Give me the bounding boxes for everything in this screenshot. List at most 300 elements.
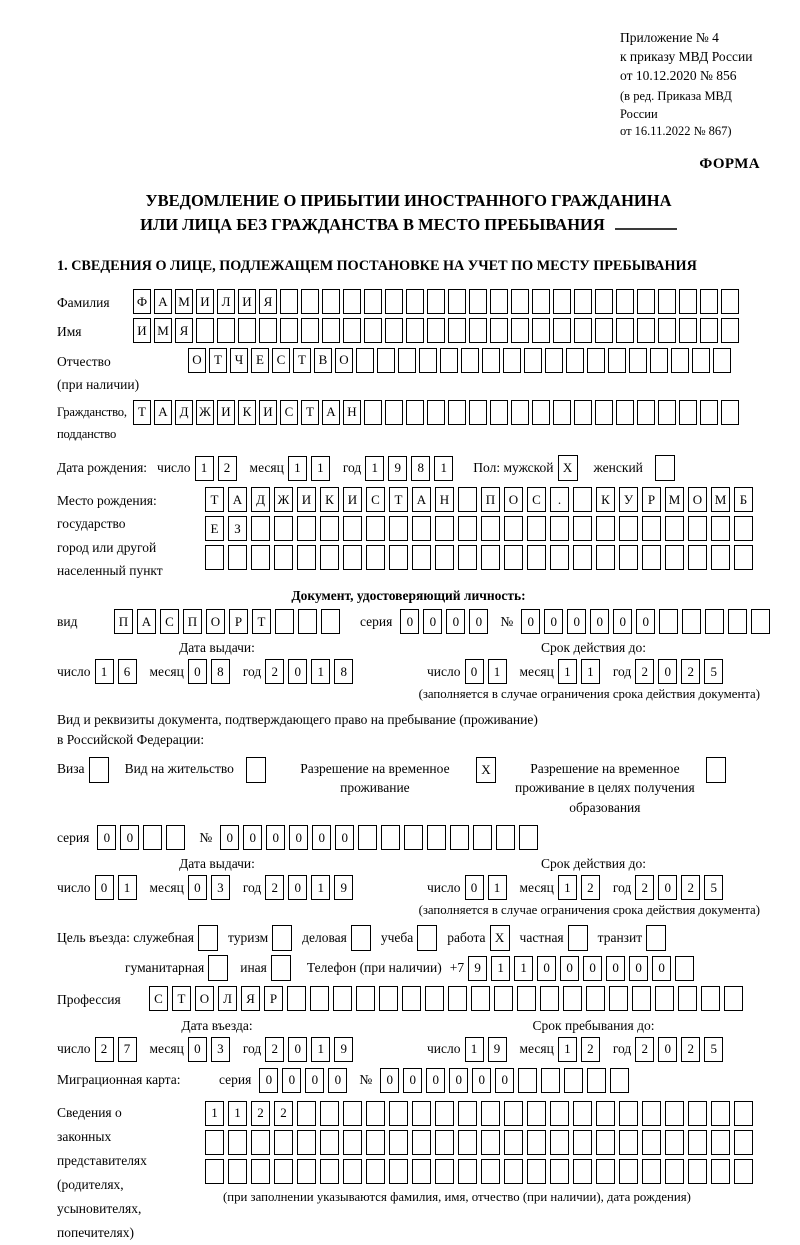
- char-box[interactable]: [519, 825, 538, 850]
- char-box[interactable]: 0: [289, 825, 308, 850]
- char-box[interactable]: 0: [312, 825, 331, 850]
- char-box[interactable]: [385, 318, 403, 343]
- char-box[interactable]: [734, 516, 753, 541]
- stay-year-cells[interactable]: [635, 1037, 727, 1062]
- char-box[interactable]: И: [297, 487, 316, 512]
- char-box[interactable]: [364, 289, 382, 314]
- char-box[interactable]: Ф: [133, 289, 151, 314]
- char-box[interactable]: И: [238, 289, 256, 314]
- char-box[interactable]: О: [504, 487, 523, 512]
- char-box[interactable]: [700, 400, 718, 425]
- char-box[interactable]: [435, 1101, 454, 1126]
- char-box[interactable]: 0: [266, 825, 285, 850]
- char-box[interactable]: 5: [704, 659, 723, 684]
- char-box[interactable]: 2: [265, 1037, 284, 1062]
- char-box[interactable]: [274, 516, 293, 541]
- char-box[interactable]: [366, 1159, 385, 1184]
- char-box[interactable]: [511, 400, 529, 425]
- char-box[interactable]: [682, 609, 701, 634]
- char-box[interactable]: [481, 516, 500, 541]
- residence-expiry-year-cells[interactable]: [635, 875, 727, 900]
- char-box[interactable]: [573, 516, 592, 541]
- char-box[interactable]: [228, 545, 247, 570]
- char-box[interactable]: [619, 516, 638, 541]
- char-box[interactable]: П: [481, 487, 500, 512]
- char-box[interactable]: [700, 318, 718, 343]
- char-box[interactable]: [412, 1159, 431, 1184]
- char-box[interactable]: А: [154, 289, 172, 314]
- char-box[interactable]: 0: [282, 1068, 301, 1093]
- patronymic-cells[interactable]: [188, 348, 734, 373]
- char-box[interactable]: [366, 545, 385, 570]
- char-box[interactable]: [503, 348, 521, 373]
- char-box[interactable]: [658, 400, 676, 425]
- char-box[interactable]: [469, 318, 487, 343]
- char-box[interactable]: 0: [403, 1068, 422, 1093]
- char-box[interactable]: Б: [734, 487, 753, 512]
- char-box[interactable]: [665, 1130, 684, 1155]
- char-box[interactable]: [377, 348, 395, 373]
- doc-type-cells[interactable]: [114, 609, 344, 634]
- char-box[interactable]: О: [195, 986, 214, 1011]
- purpose-transit-checkbox[interactable]: [646, 925, 666, 951]
- char-box[interactable]: [251, 1159, 270, 1184]
- char-box[interactable]: [550, 545, 569, 570]
- char-box[interactable]: [724, 986, 743, 1011]
- char-box[interactable]: [688, 1159, 707, 1184]
- char-box[interactable]: 0: [544, 609, 563, 634]
- char-box[interactable]: [596, 1101, 615, 1126]
- char-box[interactable]: [511, 318, 529, 343]
- char-box[interactable]: 1: [311, 659, 330, 684]
- char-box[interactable]: [637, 318, 655, 343]
- char-box[interactable]: [440, 348, 458, 373]
- char-box[interactable]: [427, 289, 445, 314]
- char-box[interactable]: 6: [118, 659, 137, 684]
- char-box[interactable]: [587, 348, 605, 373]
- char-box[interactable]: 2: [635, 875, 654, 900]
- char-box[interactable]: С: [527, 487, 546, 512]
- char-box[interactable]: [573, 1130, 592, 1155]
- char-box[interactable]: [448, 318, 466, 343]
- char-box[interactable]: 1: [465, 1037, 484, 1062]
- char-box[interactable]: [573, 1101, 592, 1126]
- char-box[interactable]: [217, 318, 235, 343]
- char-box[interactable]: [389, 516, 408, 541]
- birth-place-cells-row3[interactable]: [205, 545, 757, 570]
- char-box[interactable]: [333, 986, 352, 1011]
- char-box[interactable]: [310, 986, 329, 1011]
- char-box[interactable]: [711, 545, 730, 570]
- purpose-tourism-checkbox[interactable]: [272, 925, 292, 951]
- temporary-residence-education-checkbox[interactable]: [706, 757, 726, 783]
- char-box[interactable]: 0: [288, 659, 307, 684]
- char-box[interactable]: [275, 609, 294, 634]
- visa-checkbox[interactable]: [89, 757, 109, 783]
- char-box[interactable]: [665, 1101, 684, 1126]
- char-box[interactable]: [458, 1159, 477, 1184]
- char-box[interactable]: Н: [435, 487, 454, 512]
- char-box[interactable]: Т: [172, 986, 191, 1011]
- char-box[interactable]: [343, 1101, 362, 1126]
- char-box[interactable]: [532, 318, 550, 343]
- char-box[interactable]: [458, 487, 477, 512]
- char-box[interactable]: 0: [658, 1037, 677, 1062]
- char-box[interactable]: Е: [251, 348, 269, 373]
- char-box[interactable]: [566, 348, 584, 373]
- stay-month-cells[interactable]: [558, 1037, 604, 1062]
- char-box[interactable]: 0: [560, 956, 579, 981]
- char-box[interactable]: А: [137, 609, 156, 634]
- char-box[interactable]: В: [314, 348, 332, 373]
- char-box[interactable]: 0: [259, 1068, 278, 1093]
- char-box[interactable]: 1: [205, 1101, 224, 1126]
- char-box[interactable]: [356, 348, 374, 373]
- char-box[interactable]: [655, 986, 674, 1011]
- char-box[interactable]: [490, 318, 508, 343]
- char-box[interactable]: И: [343, 487, 362, 512]
- char-box[interactable]: [343, 1130, 362, 1155]
- char-box[interactable]: [574, 400, 592, 425]
- char-box[interactable]: [574, 289, 592, 314]
- char-box[interactable]: 2: [635, 659, 654, 684]
- char-box[interactable]: [665, 1159, 684, 1184]
- residence-permit-checkbox[interactable]: [246, 757, 266, 783]
- char-box[interactable]: [609, 986, 628, 1011]
- char-box[interactable]: [143, 825, 162, 850]
- char-box[interactable]: [458, 516, 477, 541]
- char-box[interactable]: 1: [311, 875, 330, 900]
- char-box[interactable]: [688, 1101, 707, 1126]
- char-box[interactable]: 1: [288, 456, 307, 481]
- char-box[interactable]: [564, 1068, 583, 1093]
- char-box[interactable]: 0: [188, 659, 207, 684]
- char-box[interactable]: [540, 986, 559, 1011]
- char-box[interactable]: [504, 1101, 523, 1126]
- char-box[interactable]: 0: [400, 609, 419, 634]
- char-box[interactable]: [646, 925, 666, 951]
- char-box[interactable]: [406, 289, 424, 314]
- char-box[interactable]: 2: [274, 1101, 293, 1126]
- char-box[interactable]: 0: [583, 956, 602, 981]
- char-box[interactable]: 3: [211, 875, 230, 900]
- char-box[interactable]: 0: [658, 659, 677, 684]
- char-box[interactable]: 0: [537, 956, 556, 981]
- char-box[interactable]: [619, 1130, 638, 1155]
- char-box[interactable]: О: [335, 348, 353, 373]
- char-box[interactable]: [671, 348, 689, 373]
- char-box[interactable]: К: [238, 400, 256, 425]
- purpose-official-checkbox[interactable]: [198, 925, 218, 951]
- residence-expiry-day-cells[interactable]: [465, 875, 511, 900]
- char-box[interactable]: [619, 1101, 638, 1126]
- char-box[interactable]: [665, 545, 684, 570]
- char-box[interactable]: [205, 1159, 224, 1184]
- char-box[interactable]: [705, 609, 724, 634]
- char-box[interactable]: [545, 348, 563, 373]
- char-box[interactable]: [322, 318, 340, 343]
- char-box[interactable]: [458, 1101, 477, 1126]
- char-box[interactable]: [550, 1130, 569, 1155]
- char-box[interactable]: [366, 1130, 385, 1155]
- char-box[interactable]: [320, 1101, 339, 1126]
- char-box[interactable]: 8: [411, 456, 430, 481]
- char-box[interactable]: 0: [446, 609, 465, 634]
- char-box[interactable]: 2: [251, 1101, 270, 1126]
- char-box[interactable]: [573, 1159, 592, 1184]
- char-box[interactable]: [198, 925, 218, 951]
- char-box[interactable]: [517, 986, 536, 1011]
- char-box[interactable]: [490, 289, 508, 314]
- char-box[interactable]: 5: [704, 875, 723, 900]
- char-box[interactable]: [448, 400, 466, 425]
- char-box[interactable]: [404, 825, 423, 850]
- char-box[interactable]: [616, 318, 634, 343]
- char-box[interactable]: X: [490, 925, 510, 951]
- char-box[interactable]: [473, 825, 492, 850]
- char-box[interactable]: [711, 1159, 730, 1184]
- char-box[interactable]: [711, 516, 730, 541]
- char-box[interactable]: [298, 609, 317, 634]
- char-box[interactable]: 1: [558, 659, 577, 684]
- legal-representatives-row2[interactable]: [205, 1130, 757, 1155]
- char-box[interactable]: [208, 955, 228, 981]
- char-box[interactable]: [196, 318, 214, 343]
- legal-representatives-row3[interactable]: [205, 1159, 757, 1184]
- char-box[interactable]: [251, 1130, 270, 1155]
- char-box[interactable]: Д: [175, 400, 193, 425]
- char-box[interactable]: [527, 1101, 546, 1126]
- char-box[interactable]: [550, 516, 569, 541]
- char-box[interactable]: [637, 400, 655, 425]
- char-box[interactable]: [721, 318, 739, 343]
- char-box[interactable]: 1: [365, 456, 384, 481]
- char-box[interactable]: 8: [211, 659, 230, 684]
- char-box[interactable]: [504, 1159, 523, 1184]
- char-box[interactable]: [246, 757, 266, 783]
- char-box[interactable]: [406, 318, 424, 343]
- char-box[interactable]: О: [688, 487, 707, 512]
- char-box[interactable]: [435, 545, 454, 570]
- char-box[interactable]: 3: [211, 1037, 230, 1062]
- char-box[interactable]: [642, 1130, 661, 1155]
- char-box[interactable]: [343, 545, 362, 570]
- char-box[interactable]: [721, 400, 739, 425]
- char-box[interactable]: 0: [328, 1068, 347, 1093]
- char-box[interactable]: Ч: [230, 348, 248, 373]
- char-box[interactable]: [482, 348, 500, 373]
- char-box[interactable]: 0: [188, 1037, 207, 1062]
- char-box[interactable]: 0: [469, 609, 488, 634]
- char-box[interactable]: 0: [380, 1068, 399, 1093]
- char-box[interactable]: Т: [389, 487, 408, 512]
- char-box[interactable]: [89, 757, 109, 783]
- char-box[interactable]: [734, 1130, 753, 1155]
- char-box[interactable]: 1: [558, 1037, 577, 1062]
- char-box[interactable]: [320, 1159, 339, 1184]
- char-box[interactable]: [471, 986, 490, 1011]
- char-box[interactable]: [596, 516, 615, 541]
- residence-issue-day-cells[interactable]: [95, 875, 141, 900]
- char-box[interactable]: 0: [305, 1068, 324, 1093]
- char-box[interactable]: [711, 1130, 730, 1155]
- char-box[interactable]: [412, 516, 431, 541]
- char-box[interactable]: [379, 986, 398, 1011]
- char-box[interactable]: О: [188, 348, 206, 373]
- char-box[interactable]: [679, 400, 697, 425]
- char-box[interactable]: [658, 318, 676, 343]
- char-box[interactable]: 0: [335, 825, 354, 850]
- char-box[interactable]: [553, 289, 571, 314]
- doc-series-cells[interactable]: [400, 609, 492, 634]
- char-box[interactable]: [287, 986, 306, 1011]
- char-box[interactable]: [619, 1159, 638, 1184]
- char-box[interactable]: [417, 925, 437, 951]
- char-box[interactable]: [389, 1101, 408, 1126]
- char-box[interactable]: [563, 986, 582, 1011]
- purpose-other-checkbox[interactable]: [271, 955, 291, 981]
- entry-month-cells[interactable]: [188, 1037, 234, 1062]
- char-box[interactable]: [481, 1159, 500, 1184]
- char-box[interactable]: [678, 986, 697, 1011]
- char-box[interactable]: 1: [491, 956, 510, 981]
- residence-issue-year-cells[interactable]: [265, 875, 357, 900]
- char-box[interactable]: [596, 545, 615, 570]
- char-box[interactable]: [688, 516, 707, 541]
- purpose-humanitarian-checkbox[interactable]: [208, 955, 228, 981]
- char-box[interactable]: [251, 516, 270, 541]
- identity-expiry-month-cells[interactable]: [558, 659, 604, 684]
- char-box[interactable]: [427, 400, 445, 425]
- char-box[interactable]: Ж: [274, 487, 293, 512]
- migration-number-cells[interactable]: [380, 1068, 633, 1093]
- char-box[interactable]: [610, 1068, 629, 1093]
- char-box[interactable]: [595, 318, 613, 343]
- char-box[interactable]: [596, 1159, 615, 1184]
- char-box[interactable]: [532, 289, 550, 314]
- char-box[interactable]: [481, 1130, 500, 1155]
- char-box[interactable]: Я: [175, 318, 193, 343]
- char-box[interactable]: [679, 318, 697, 343]
- char-box[interactable]: [301, 318, 319, 343]
- identity-issue-month-cells[interactable]: [188, 659, 234, 684]
- char-box[interactable]: [700, 289, 718, 314]
- char-box[interactable]: [541, 1068, 560, 1093]
- char-box[interactable]: [320, 545, 339, 570]
- citizenship-cells[interactable]: [133, 400, 742, 425]
- char-box[interactable]: [494, 986, 513, 1011]
- residence-number-cells[interactable]: [220, 825, 542, 850]
- char-box[interactable]: Т: [205, 487, 224, 512]
- char-box[interactable]: [321, 609, 340, 634]
- char-box[interactable]: [366, 516, 385, 541]
- char-box[interactable]: [734, 545, 753, 570]
- char-box[interactable]: [550, 1101, 569, 1126]
- char-box[interactable]: [692, 348, 710, 373]
- char-box[interactable]: [427, 825, 446, 850]
- char-box[interactable]: [280, 318, 298, 343]
- phone-cells[interactable]: [468, 956, 698, 981]
- char-box[interactable]: 0: [426, 1068, 445, 1093]
- char-box[interactable]: [504, 1130, 523, 1155]
- purpose-study-checkbox[interactable]: [417, 925, 437, 951]
- char-box[interactable]: [734, 1101, 753, 1126]
- entry-year-cells[interactable]: [265, 1037, 357, 1062]
- char-box[interactable]: Л: [218, 986, 237, 1011]
- char-box[interactable]: 0: [652, 956, 671, 981]
- char-box[interactable]: [688, 1130, 707, 1155]
- char-box[interactable]: [450, 825, 469, 850]
- char-box[interactable]: М: [665, 487, 684, 512]
- char-box[interactable]: [596, 1130, 615, 1155]
- char-box[interactable]: [504, 516, 523, 541]
- profession-cells[interactable]: [149, 986, 747, 1011]
- char-box[interactable]: [629, 348, 647, 373]
- char-box[interactable]: [573, 545, 592, 570]
- char-box[interactable]: Т: [209, 348, 227, 373]
- char-box[interactable]: С: [160, 609, 179, 634]
- identity-issue-year-cells[interactable]: [265, 659, 357, 684]
- char-box[interactable]: [205, 1130, 224, 1155]
- surname-cells[interactable]: [133, 289, 742, 314]
- char-box[interactable]: 0: [288, 1037, 307, 1062]
- char-box[interactable]: [573, 487, 592, 512]
- char-box[interactable]: 0: [423, 609, 442, 634]
- char-box[interactable]: У: [619, 487, 638, 512]
- char-box[interactable]: Т: [293, 348, 311, 373]
- char-box[interactable]: [550, 1159, 569, 1184]
- char-box[interactable]: [675, 956, 694, 981]
- char-box[interactable]: [412, 1101, 431, 1126]
- char-box[interactable]: 1: [488, 659, 507, 684]
- char-box[interactable]: О: [206, 609, 225, 634]
- char-box[interactable]: 1: [228, 1101, 247, 1126]
- char-box[interactable]: [619, 545, 638, 570]
- char-box[interactable]: 0: [613, 609, 632, 634]
- char-box[interactable]: [205, 545, 224, 570]
- doc-number-cells[interactable]: [521, 609, 774, 634]
- char-box[interactable]: 1: [558, 875, 577, 900]
- char-box[interactable]: 0: [636, 609, 655, 634]
- char-box[interactable]: [632, 986, 651, 1011]
- birth-month-cells[interactable]: [288, 456, 334, 481]
- char-box[interactable]: [322, 289, 340, 314]
- char-box[interactable]: [320, 516, 339, 541]
- char-box[interactable]: [595, 289, 613, 314]
- char-box[interactable]: 9: [468, 956, 487, 981]
- char-box[interactable]: [481, 545, 500, 570]
- char-box[interactable]: [297, 1101, 316, 1126]
- char-box[interactable]: [642, 1159, 661, 1184]
- birth-place-cells-row2[interactable]: [205, 516, 757, 541]
- char-box[interactable]: А: [228, 487, 247, 512]
- char-box[interactable]: [398, 348, 416, 373]
- char-box[interactable]: П: [114, 609, 133, 634]
- char-box[interactable]: [616, 400, 634, 425]
- char-box[interactable]: 9: [388, 456, 407, 481]
- char-box[interactable]: [458, 545, 477, 570]
- char-box[interactable]: [608, 348, 626, 373]
- char-box[interactable]: [297, 516, 316, 541]
- char-box[interactable]: [658, 289, 676, 314]
- char-box[interactable]: [259, 318, 277, 343]
- birth-place-cells-row1[interactable]: [205, 487, 757, 512]
- char-box[interactable]: М: [154, 318, 172, 343]
- char-box[interactable]: 9: [334, 875, 353, 900]
- char-box[interactable]: Я: [241, 986, 260, 1011]
- char-box[interactable]: 1: [581, 659, 600, 684]
- char-box[interactable]: 0: [220, 825, 239, 850]
